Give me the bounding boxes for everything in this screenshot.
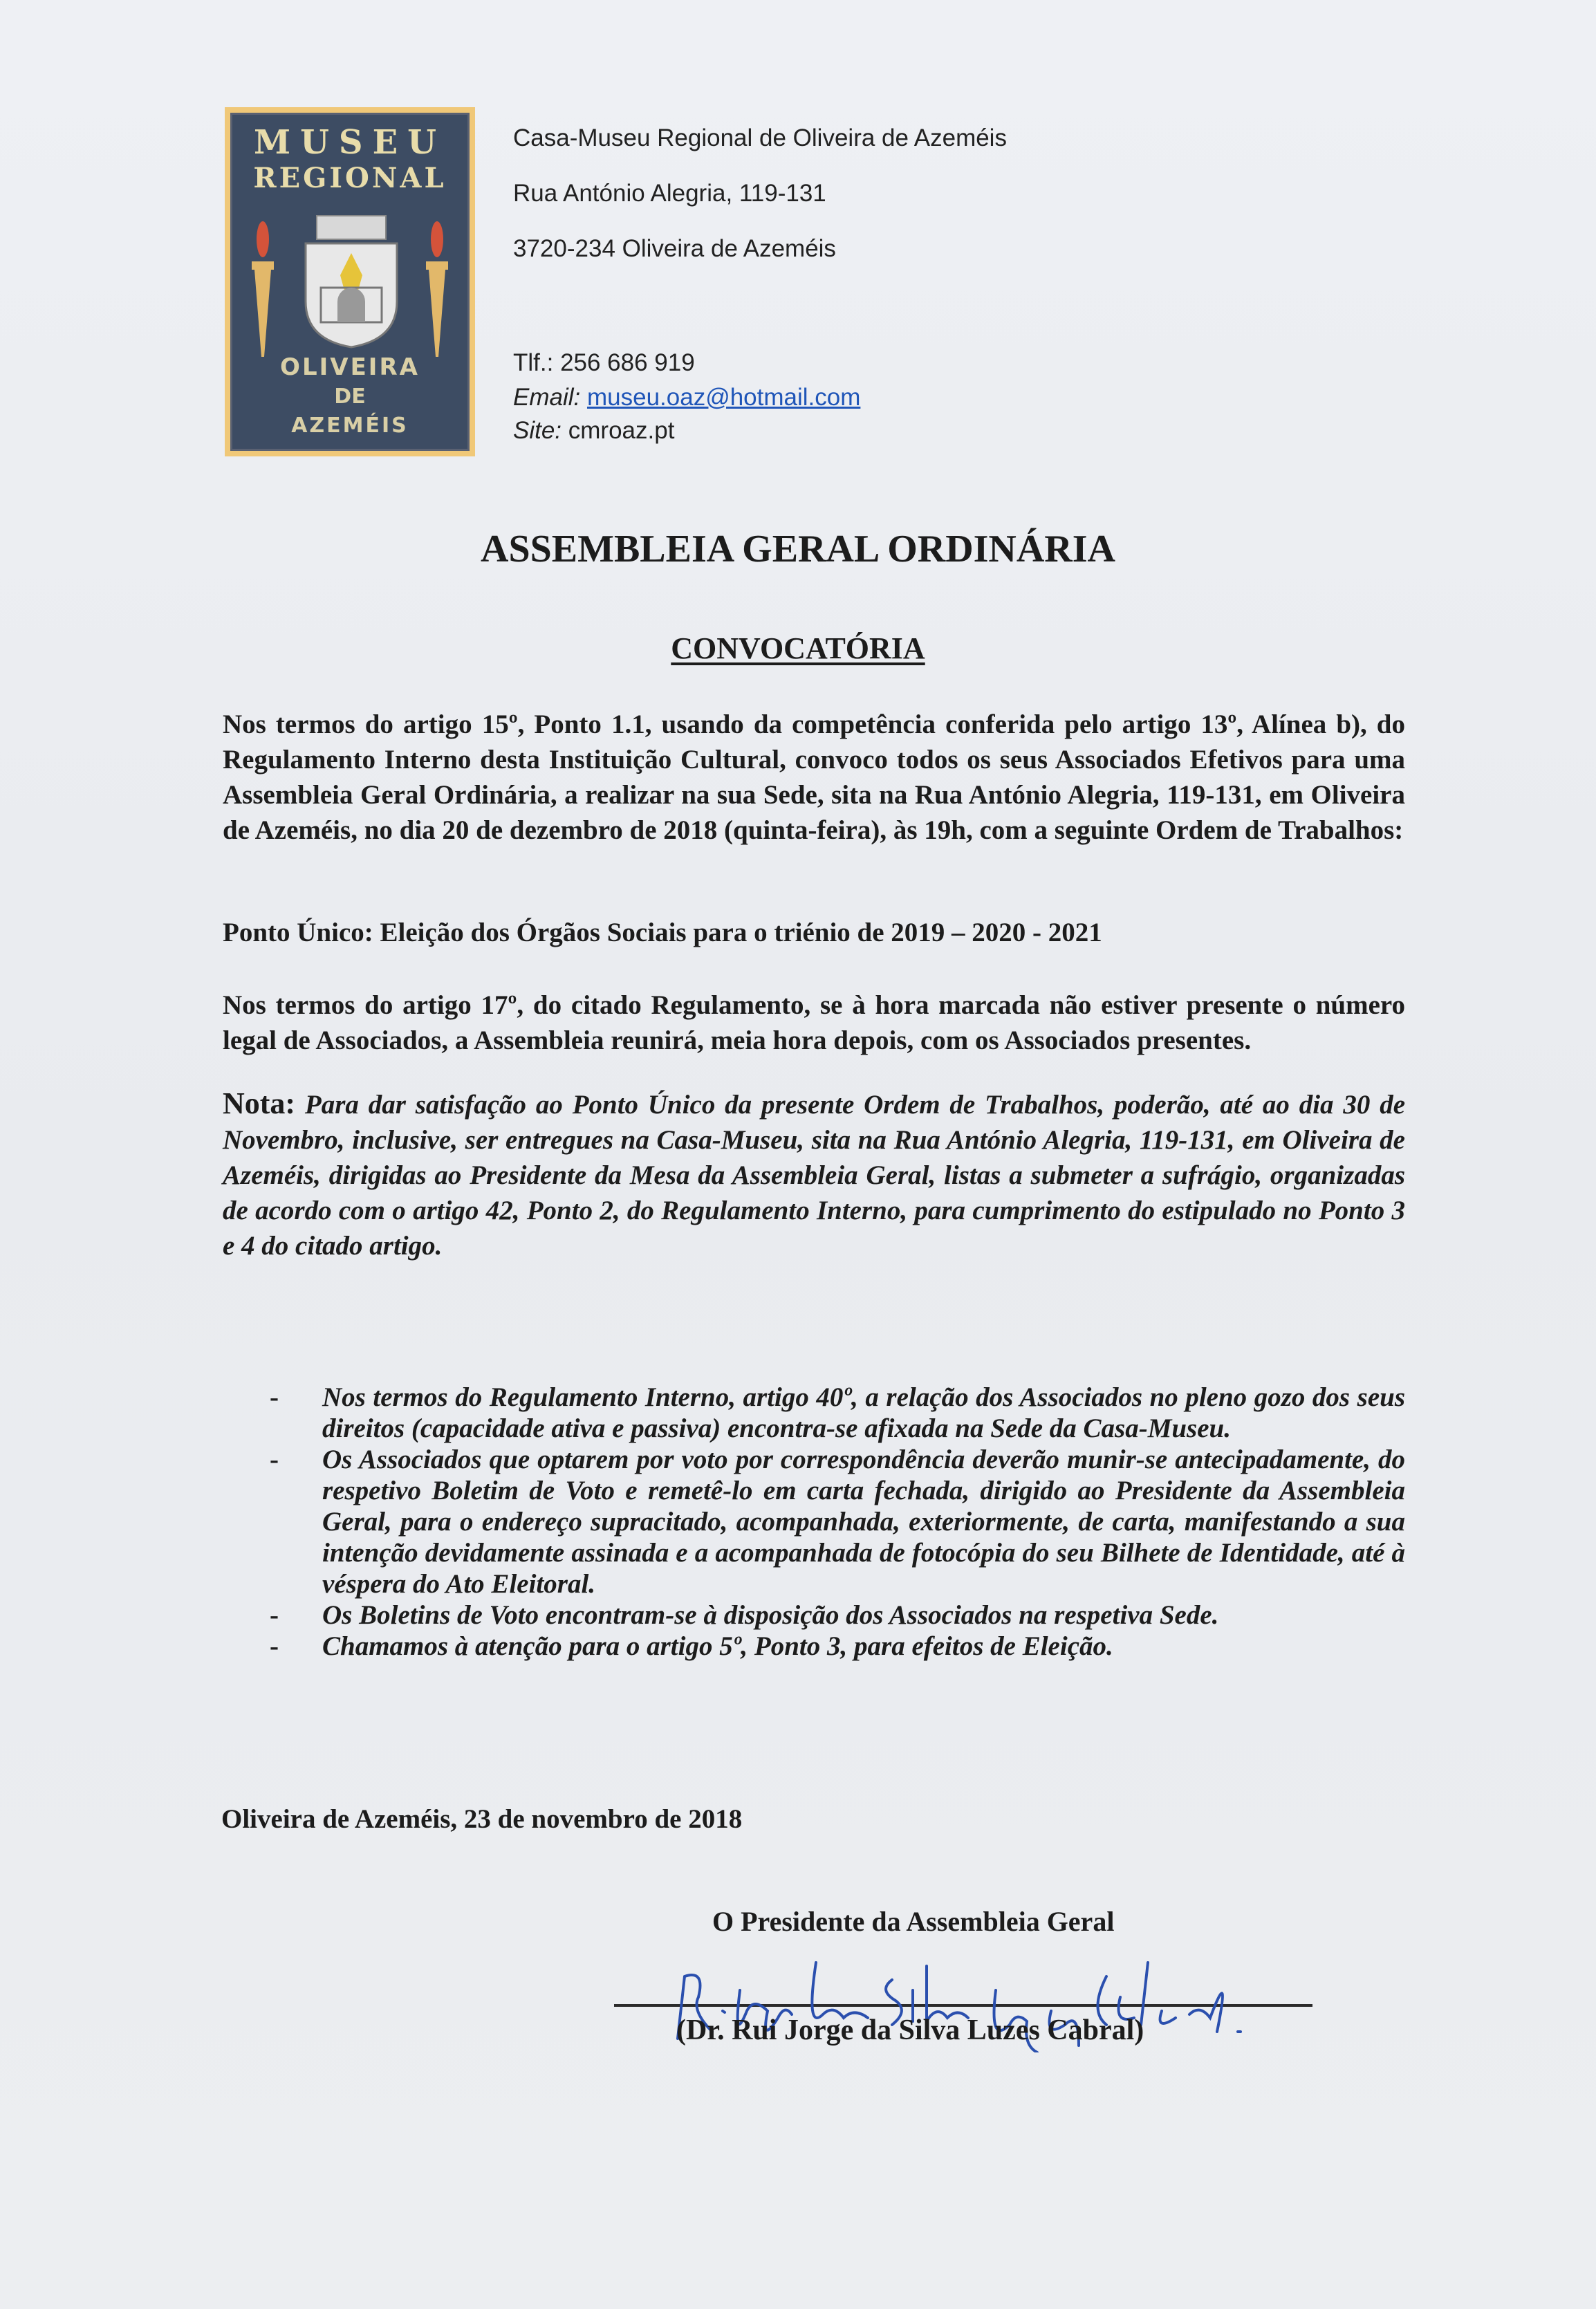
street-address: Rua António Alegria, 119-131 (513, 180, 826, 207)
logo-text-oliveira: OLIVEIRA (280, 353, 420, 381)
list-item (223, 1444, 1405, 1599)
list-item (223, 1631, 1405, 1662)
email-link[interactable]: museu.oaz@hotmail.com (586, 384, 861, 411)
subtitle-text: CONVOCATÓRIA (671, 631, 925, 665)
note-label: Nota: (223, 1086, 296, 1120)
email-label: Email: (513, 384, 581, 411)
list-item-text: Os Boletins de Voto encontram-se à disposição dos Associados na respetiva Sede. (322, 1600, 1219, 1630)
list-item-text: Chamamos à atenção para o artigo 5º, Ponto 3, para efeitos de Eleição. (322, 1631, 1113, 1661)
institution-name: Casa-Museu Regional de Oliveira de Azeméis (513, 124, 1007, 151)
bullet-dash: - (270, 1445, 279, 1474)
phone-number: 256 686 919 (560, 349, 695, 376)
site-line (513, 417, 674, 445)
logo-text-azemeis: AZEMÉIS (291, 414, 409, 438)
bullet-dash: - (270, 1600, 279, 1630)
bullet-dash: - (270, 1631, 279, 1661)
torch-icon (425, 219, 449, 357)
site-value: cmroaz.pt (568, 417, 675, 444)
phone-line (513, 349, 695, 377)
list-item-text: Nos termos do Regulamento Interno, artigo 40º, a relação dos Associados no pleno gozo dos seus direitos (capacidade ativa e passiva) encontra-se afixada na Sede da Casa-Museu. (322, 1382, 1405, 1443)
list-item-text: Os Associados que optarem por voto por correspondência deverão munir-se antecipadamente, do respetivo Boletim de Voto e remetê-lo em carta fechada, dirigido ao Presidente da Assembleia Geral, para o endereço supracitado, acompanhada, exteriormente, de carta, manifestando a sua intenção devidamente assinada e a acompanhada de fotocópia do seu Bilhete de Identidade, até à véspera do Ato Eleitoral. (322, 1445, 1405, 1599)
torch-icon (250, 219, 275, 357)
note-text: Para dar satisfação ao Ponto Único da presente Ordem de Trabalhos, poderão, até ao dia 30 de Novembro, inclusive, ser entregues na Casa-Museu, sita na Rua António Alegria, 119-131, em Oliveira de Azeméis, dirigidas ao Presidente da Mesa da Assembleia Geral, listas a submeter a sufrágio, organizadas de acordo com o artigo 42, Ponto 2, do Regulamento Interno, para cumprimento do estipulado no Ponto 3 e 4 do citado artigo. (223, 1090, 1405, 1261)
signatory-title: O Presidente da Assembleia Geral (712, 1906, 1115, 1937)
bullet-dash: - (270, 1382, 279, 1412)
logo-panel (230, 113, 470, 451)
signatory-name: (Dr. Rui Jorge da Silva Luzes Cabral) (676, 2014, 1144, 2046)
list-item (223, 1599, 1405, 1631)
note-paragraph (223, 1086, 1405, 1263)
quorum-paragraph: Nos termos do artigo 17º, do citado Regulamento, se à hora marcada não estiver presente o número legal de Associados, a Assembleia reunirá, meia hora depois, com os Associados presentes. (223, 990, 1405, 1055)
coat-of-arms-icon (296, 212, 407, 350)
document-title: ASSEMBLEIA GERAL ORDINÁRIA (481, 528, 1115, 571)
agenda-item: Ponto Único: Eleição dos Órgãos Sociais para o triénio de 2019 – 2020 - 2021 (223, 918, 1102, 947)
city-address: 3720-234 Oliveira de Azeméis (513, 235, 836, 262)
phone-label: Tlf.: (513, 349, 554, 376)
list-item (223, 1382, 1405, 1444)
notes-list (223, 1382, 1405, 1662)
document-subtitle (0, 631, 1596, 666)
site-label: Site: (513, 417, 562, 444)
email-line (513, 384, 860, 411)
museum-logo (225, 107, 475, 456)
date-line: Oliveira de Azeméis, 23 de novembro de 2018 (221, 1804, 743, 1834)
logo-text-museu: MUSEU (253, 123, 447, 162)
logo-text-regional: REGIONAL (253, 162, 447, 194)
logo-text-de: DE (334, 384, 366, 409)
convocation-paragraph: Nos termos do artigo 15º, Ponto 1.1, usando da competência conferida pelo artigo 13º, Alínea b), do Regulamento Interno desta Instituição Cultural, convoco todos os seus Associados Efetivos para uma Assembleia Geral Ordinária, a realizar na sua Sede, sita na Rua António Alegria, 119-131, em Oliveira de Azeméis, no dia 20 de dezembro de 2018 (quinta-feira), às 19h, com a seguinte Ordem de Trabalhos: (223, 710, 1405, 845)
